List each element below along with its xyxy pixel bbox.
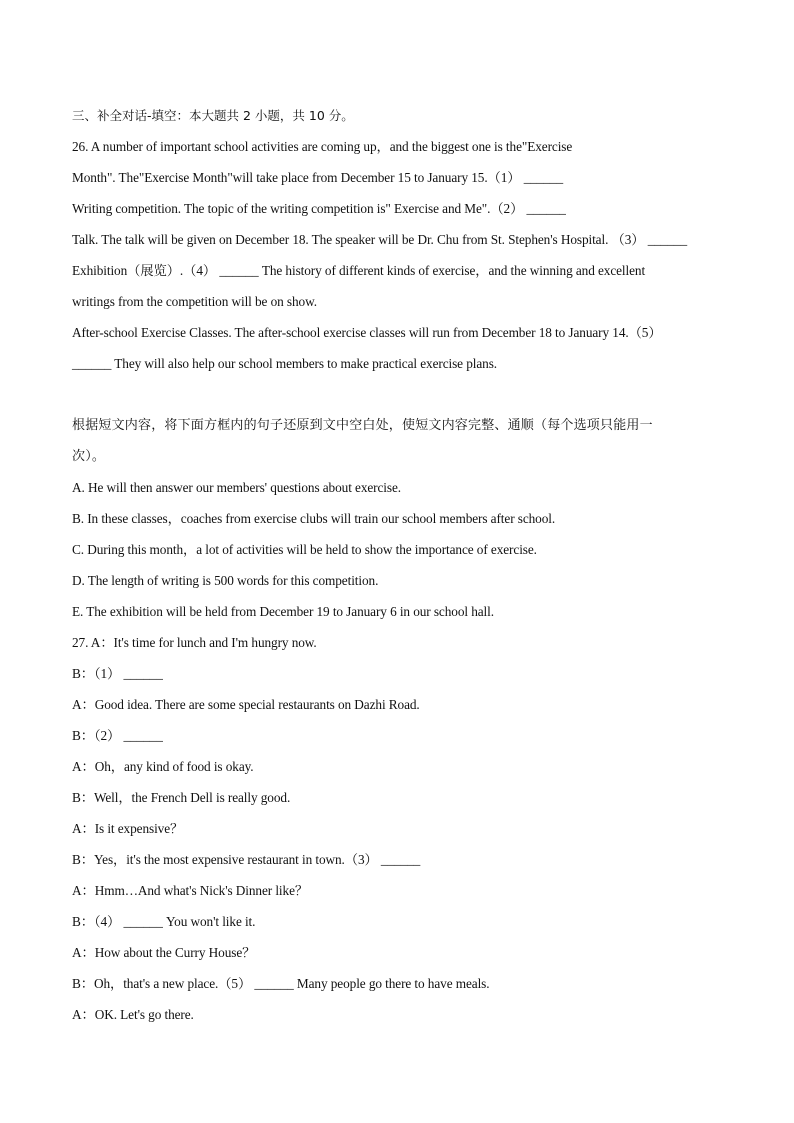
dialogue-line: A：Oh，any kind of food is okay. <box>72 759 254 774</box>
dialogue-line: B：Well，the French Dell is really good. <box>72 790 291 805</box>
instruction <box>72 410 722 472</box>
q26-line: Month". The"Exercise Month"will take place from December 15 to January 15.（1） ______ <box>72 170 564 185</box>
instruction-line: 次）。 <box>72 449 106 464</box>
instruction-line: 根据短文内容，将下面方框内的句子还原到文中空白处，使短文内容完整、通顺（每个选项只能用一 <box>72 418 653 433</box>
q26-line: 26. A number of important school activities are coming up，and the biggest one is the"Exercise <box>72 139 573 154</box>
dialogue-line: A：Hmm…And what's Nick's Dinner like？ <box>72 883 309 898</box>
dialogue-line: B：Yes，it's the most expensive restaurant in town.（3） ______ <box>72 852 421 867</box>
q26-line: Writing competition. The topic of the writing competition is" Exercise and Me".（2） ______ <box>72 201 566 216</box>
spacer <box>72 379 722 410</box>
dialogue-line: A：Good idea. There are some special restaurants on Dazhi Road. <box>72 697 420 712</box>
dialogue-line: A：OK. Let's go there. <box>72 1007 194 1022</box>
q26-line: ______ They will also help our school members to make practical exercise plans. <box>72 356 497 371</box>
dialogue-line: B：（1） ______ <box>72 666 163 681</box>
option-b: B. In these classes，coaches from exercise clubs will train our school members after school. <box>72 511 556 526</box>
q26-line: Talk. The talk will be given on December 18. The speaker will be Dr. Chu from St. Stephen's Hospital. （3） ______ <box>72 232 687 247</box>
option-list <box>72 472 722 627</box>
q26-line: writings from the competition will be on show. <box>72 294 317 309</box>
document-page <box>72 100 722 1030</box>
dialogue-line: B：Oh，that's a new place.（5） ______ Many people go there to have meals. <box>72 976 490 991</box>
section-title: 三、补全对话-填空：本大题共 2 小题，共 10 分。 <box>72 108 354 123</box>
dialogue-line: 27. A：It's time for lunch and I'm hungry now. <box>72 635 317 650</box>
option-a: A. He will then answer our members' questions about exercise. <box>72 480 401 495</box>
dialogue-line: B：（2） ______ <box>72 728 163 743</box>
option-c: C. During this month，a lot of activities will be held to show the importance of exercise. <box>72 542 537 557</box>
q26-line: Exhibition（展览）.（4） ______ The history of different kinds of exercise，and the winning and excellent <box>72 263 646 278</box>
dialogue-line: B：（4） ______ You won't like it. <box>72 914 256 929</box>
option-e: E. The exhibition will be held from December 19 to January 6 in our school hall. <box>72 604 494 619</box>
option-d: D. The length of writing is 500 words for this competition. <box>72 573 379 588</box>
question-27 <box>72 627 722 1030</box>
dialogue-line: A：How about the Curry House？ <box>72 945 256 960</box>
q26-line: After-school Exercise Classes. The after-school exercise classes will run from December 18 to January 14.（5） <box>72 325 662 340</box>
question-26 <box>72 131 722 379</box>
dialogue-line: A：Is it expensive？ <box>72 821 184 836</box>
